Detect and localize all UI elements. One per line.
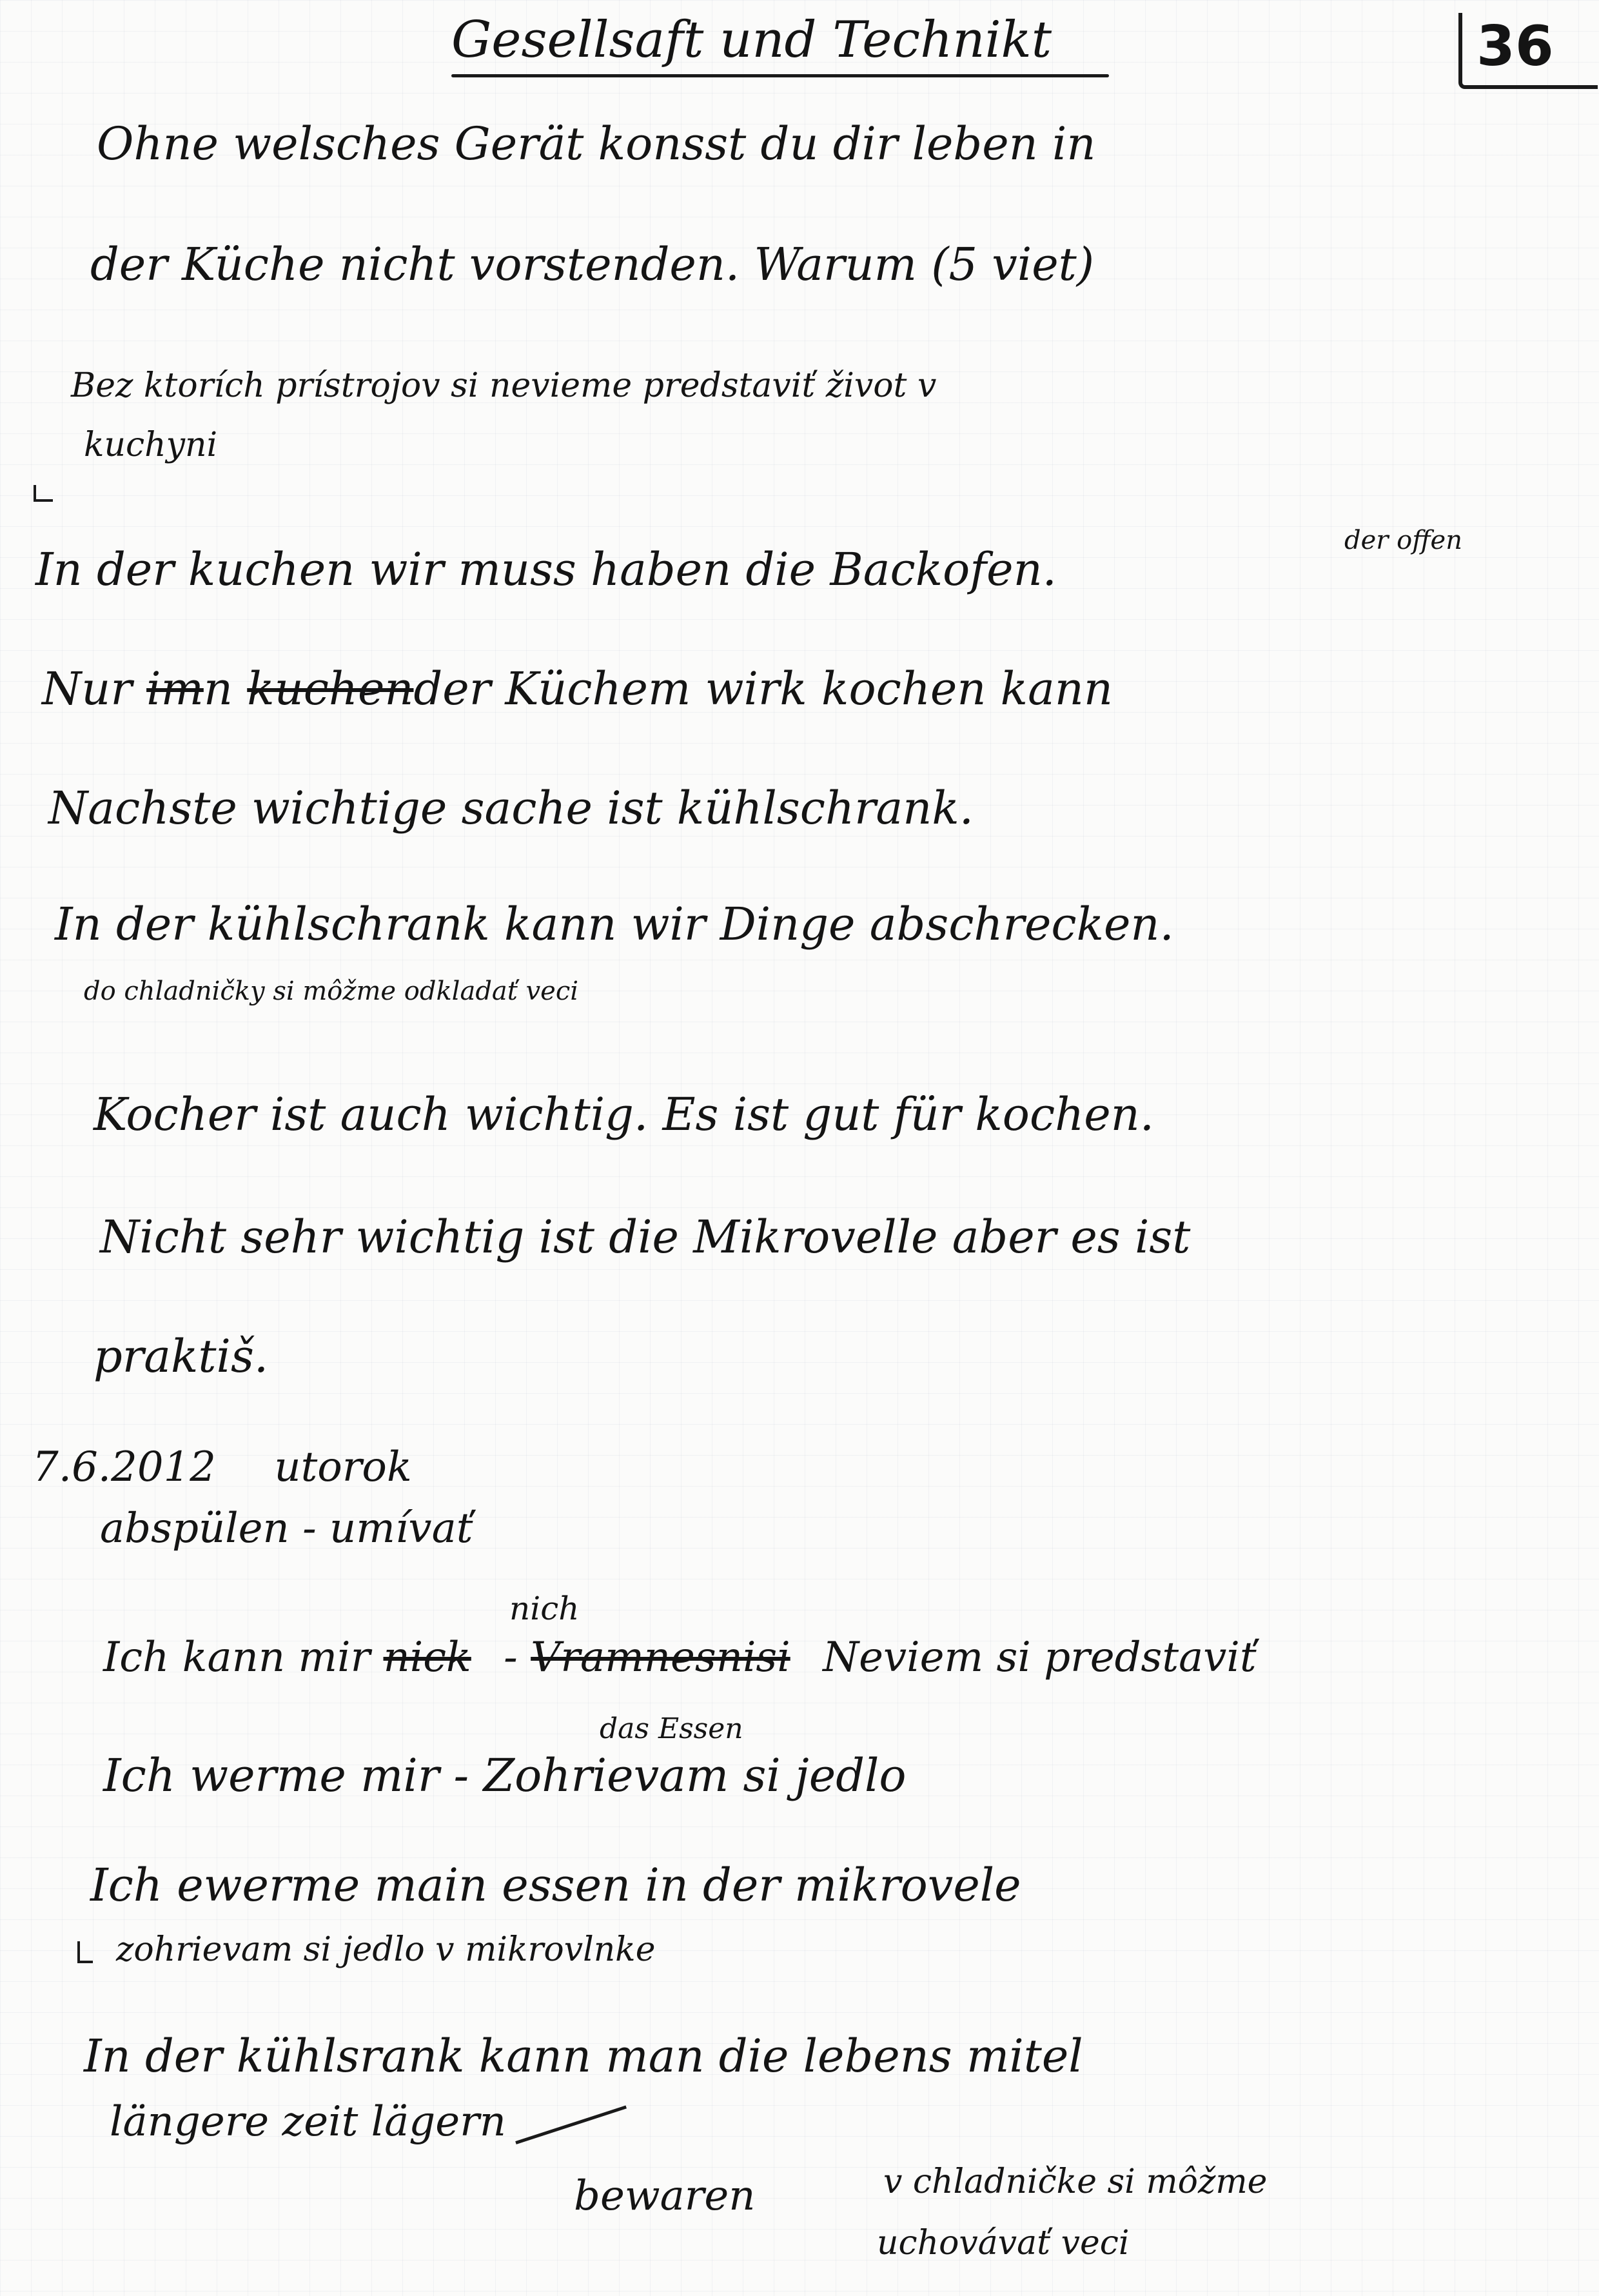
page-title: Gesellsaft und Technikt — [451, 11, 1052, 69]
sentence-backofen: In der kuchen wir muss haben die Backofen. — [35, 543, 1057, 596]
exercise-1-end: Neviem si predstaviť — [823, 1634, 1257, 1681]
title-underline — [451, 74, 1109, 77]
exercise-1-strike-a: nick — [383, 1634, 471, 1681]
exercise-4-translation-2: uchovávať veci — [877, 2224, 1130, 2262]
exercise-2-insert: das Essen — [600, 1712, 743, 1745]
sentence-kochen — [42, 664, 1113, 714]
sentence-kuhlschrank: Nachste wichtige sache ist kühlschrank. — [48, 782, 974, 835]
sentence-kocher: Kocher ist auch wichtig. Es ist gut für kochen. — [93, 1088, 1154, 1141]
vocab-abspulen: abspülen - umívať — [100, 1505, 473, 1552]
exercise-2 — [103, 1751, 907, 1801]
exercise-1-start: Ich kann mir — [103, 1634, 371, 1681]
sentence-abschrecken-translation: do chladničky si môžme odkladať veci — [84, 976, 579, 1006]
exercise-4-line-1: In der kühlsrank kann man die lebens mitel — [84, 2030, 1083, 2083]
sentence-mikrovelle-1: Nicht sehr wichtig ist die Mikrovelle aber es ist — [100, 1211, 1191, 1263]
exercise-3: Ich ewerme main essen in der mikrovele — [90, 1859, 1021, 1912]
sentence-kochen-strike-2: kuchen — [247, 662, 414, 715]
exercise-4-line-2: längere zeit lägern — [110, 2098, 506, 2146]
sentence-kochen-start: Nur — [42, 662, 132, 715]
exercise-4-translation-1: v chladničke si môžme — [883, 2162, 1268, 2201]
sentence-backofen-note: der offen — [1344, 526, 1462, 555]
sentence-abschrecken: In der kühlschrank kann wir Dinge abschrecken. — [55, 898, 1174, 951]
translation-line-1: Bez ktorích prístrojov si nevieme predstaviť život v — [71, 366, 937, 405]
sentence-kochen-strike-1: im — [146, 662, 204, 715]
sentence-mikrovelle-2: praktiš. — [93, 1330, 269, 1383]
sentence-kochen-mid: n — [203, 662, 233, 715]
question-line-1: Ohne welsches Gerät konsst du dir leben in — [97, 117, 1096, 170]
exercise-3-translation: zohrievam si jedlo v mikrovlnke — [116, 1930, 656, 1969]
exercise-1-strike-b: Vramnesnisi — [531, 1634, 790, 1681]
translation-arrow-mark — [77, 1941, 93, 1963]
lesson-date-value: 7.6.2012 — [32, 1443, 216, 1491]
exercise-1 — [103, 1635, 1257, 1680]
translation-line-2: kuchyni — [84, 426, 218, 464]
correction-stroke — [515, 2105, 627, 2144]
lesson-date — [32, 1445, 412, 1490]
lesson-day: utorok — [274, 1443, 412, 1491]
exercise-1-insert: nich — [509, 1590, 580, 1627]
correction-mark — [34, 485, 53, 502]
question-line-2: der Küche nicht vorstenden. Warum (5 viet) — [90, 238, 1095, 291]
exercise-1-dash: - — [504, 1634, 518, 1681]
exercise-2-end: - Zohrievam si jedlo — [453, 1749, 907, 1802]
exercise-2-start: Ich werme mir — [103, 1749, 440, 1802]
page-number: 36 — [1476, 14, 1554, 79]
sentence-kochen-end: der Küchem wirk kochen kann — [413, 662, 1113, 715]
exercise-4-correction: bewaren — [574, 2172, 756, 2220]
